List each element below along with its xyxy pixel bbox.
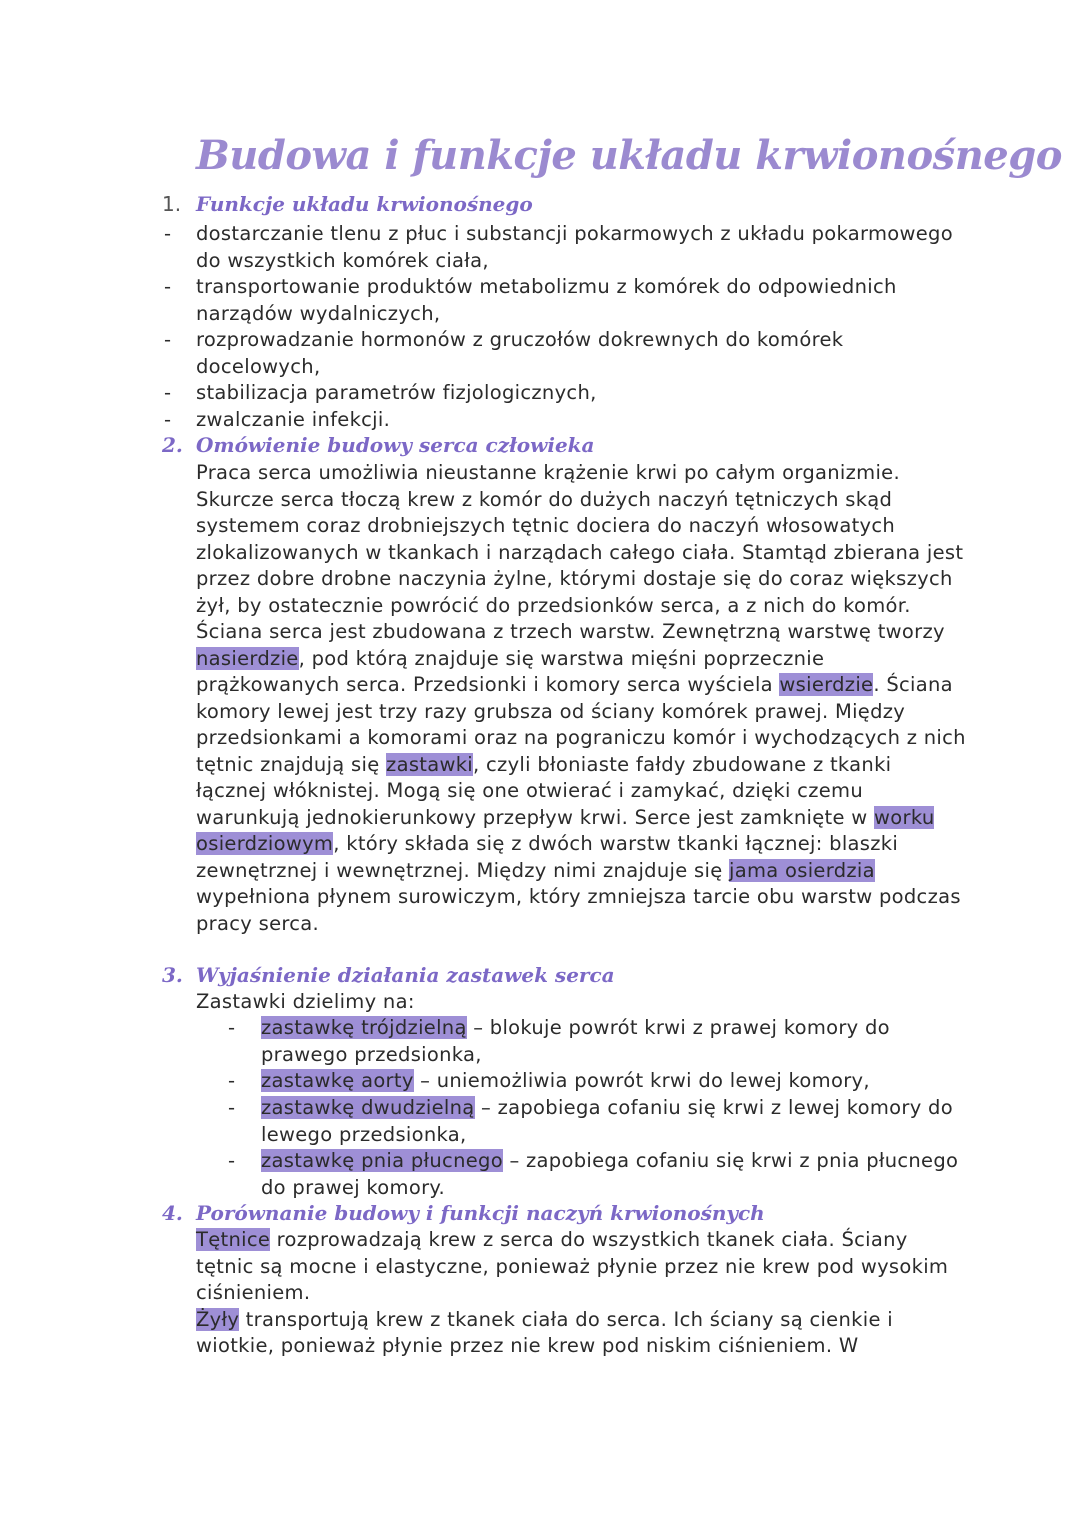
section-number: 3.	[162, 963, 183, 987]
highlight-term: Żyły	[196, 1307, 240, 1331]
section-title: Omówienie budowy serca człowieka	[196, 433, 595, 457]
section-title: Funkcje układu krwionośnego	[196, 192, 533, 216]
section-heading-3	[162, 962, 962, 988]
list-item-text: zwalczanie infekcji.	[196, 408, 391, 431]
highlight-term: jama osierdzia	[729, 858, 875, 882]
paragraph: Praca serca umożliwia nieustanne krążenie krwi po całym organizmie. Skurcze serca tłoczą krew z komór do dużych naczyń tętniczych skąd systemem coraz drobniejszych tętnic dociera do naczyń włosowatych zlokalizowanych w tkankach i narządach całego ciała. Stamtąd zbierana jest przez dobre drobne naczynia żylne, którymi dostaje się do coraz większych żył, by ostatecznie powrócić do przedsionków serca, a z nich do komór.	[196, 461, 964, 617]
highlight-term: zastawkę dwudzielną	[261, 1096, 475, 1119]
list-item-text: transportowanie produktów metabolizmu z komórek do odpowiednich narządów wydalniczych,	[196, 275, 897, 325]
section-heading-1	[162, 191, 962, 217]
paragraph: Ściana serca jest zbudowana z trzech warstw. Zewnętrzną warstwę tworzy nasierdzie, pod którą znajduje się warstwa mięśni poprzecznie prążkowanych serca. Przedsionki i komory serca wyściela wsierdzie. Ściana komory lewej jest trzy razy grubsza od ściany komórek prawej. Między przedsionkami a komorami oraz na pograniczu komór i wychodzących z nich tętnic znajdują się zastawki, czyli błoniaste fałdy zbudowane z tkanki łącznej włóknistej. Mogą się one otwierać i zamykać, dzięki czemu warunkują jednokierunkowy przepływ krwi. Serce jest zamknięte w worku osierdziowym, który składa się z dwóch warstw tkanki łącznej: blaszki zewnętrznej i wewnętrznej. Między nimi znajduje się jama osierdzia wypełniona płynem surowiczym, który zmniejsza tarcie obu warstw podczas pracy serca.	[196, 620, 966, 935]
section-number: 2.	[162, 433, 183, 457]
highlight-term: zastawki	[386, 752, 474, 776]
page-title: Budowa i funkcje układu krwionośnego	[196, 132, 1062, 179]
highlight-term: nasierdzie	[196, 646, 299, 670]
highlight-term: zastawkę aorty	[261, 1069, 414, 1092]
heart-description	[196, 460, 966, 937]
highlight-term: zastawkę trójdzielną	[261, 1016, 467, 1039]
list-item-text: rozprowadzanie hormonów z gruczołów dokrewnych do komórek docelowych,	[196, 328, 844, 378]
paragraph: Tętnice rozprowadzają krew z serca do wszystkich tkanek ciała. Ściany tętnic są mocne i elastyczne, ponieważ płynie przez nie krew pod wysokim ciśnieniem.	[196, 1228, 949, 1304]
list-item-text: dostarczanie tlenu z płuc i substancji pokarmowych z układu pokarmowego do wszystkich komórek ciała,	[196, 222, 953, 272]
section-title: Wyjaśnienie działania zastawek serca	[196, 963, 615, 987]
highlight-term: Tętnice	[196, 1228, 271, 1251]
paragraph: Żyły transportują krew z tkanek ciała do serca. Ich ściany są cienkie i wiotkie, ponieważ płynie przez nie krew pod niskim ciśnieniem. W	[196, 1307, 893, 1357]
highlight-term: zastawkę pnia płucnego	[261, 1149, 503, 1172]
valves-intro: Zastawki dzielimy na:	[196, 990, 415, 1013]
section-number: 4.	[162, 1201, 183, 1225]
list-item-text: stabilizacja parametrów fizjologicznych,	[196, 381, 597, 404]
section-heading-2	[162, 432, 962, 458]
highlight-term: wsierdzie	[779, 673, 874, 696]
section-title: Porównanie budowy i funkcji naczyń krwionośnych	[196, 1201, 765, 1225]
section-heading-4	[162, 1200, 962, 1226]
highlight-term: worku osierdziowym	[196, 805, 935, 855]
vessels-description	[196, 1227, 966, 1360]
section-number: 1.	[162, 192, 182, 216]
